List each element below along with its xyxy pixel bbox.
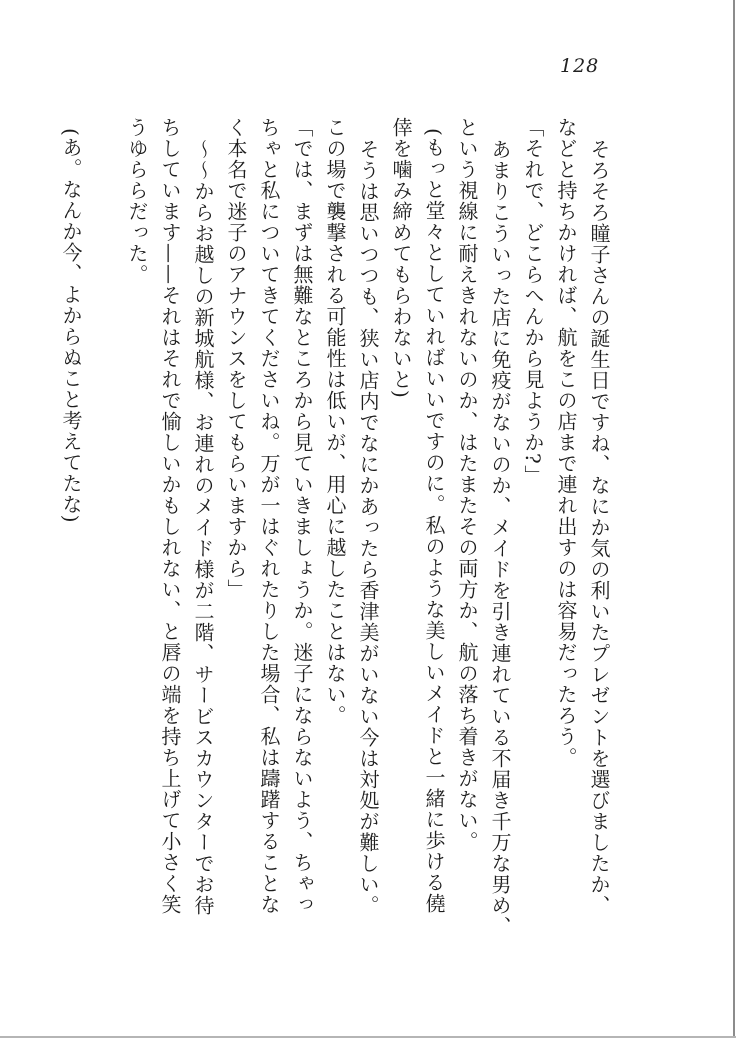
- text-line: などと持ちかければ、航をこの店まで連れ出すのは容易だったろう。: [554, 117, 578, 768]
- text-line: (もっと堂々としていればいいですのに。私のような美しいメイドと一緒に歩ける僥: [422, 128, 446, 914]
- text-line: 「では、まずは無難なところから見ていきましょうか。迷子にならないよう、ちゃっ: [290, 117, 314, 915]
- text-line: そうは思いつつも、狭い店内でなにかあったら香津美がいない今は対処が難しい。: [356, 139, 380, 916]
- text-line: 倖を噛み締めてもらわないと): [389, 117, 413, 399]
- text-line: 「それで、どこらへんから見ようか?」: [521, 117, 545, 486]
- body-text: [54, 117, 615, 951]
- blank-line: [87, 117, 120, 951]
- text-line: ちゃと私についてきてくださいね。万が一はぐれたりした場合、私は躊躇することな: [257, 117, 281, 915]
- text-line: あまりこういった店に免疫がないのか、メイドを引き連れている不届き千万な男め、: [488, 139, 512, 937]
- text-line: (あ。なんか今、よからぬこと考えてたな): [59, 128, 83, 524]
- text-line: うゆららだった。: [125, 117, 149, 285]
- text-line: そろそろ瞳子さんの誕生日ですね、なにか気の利いたプレゼントを選びましたか、: [587, 139, 611, 916]
- text-line: ちしています——それはそれで愉しいかもしれない、と唇の端を持ち上げて小さく笑: [158, 117, 182, 915]
- page-number: 128: [560, 55, 600, 77]
- text-line: という視線に耐えきれないのか、はたまたその両方か、航の落ち着きがない。: [455, 117, 479, 852]
- text-line: 〜〜からお越しの新城航様、お連れのメイド様が二階、サービスカウンターでお待: [191, 139, 215, 916]
- page-edge-right-line: [733, 0, 735, 1038]
- text-line: この場で襲撃される可能性は低いが、用心に越したことはない。: [323, 117, 347, 726]
- text-line: く本名で迷子のアナウンスをしてもらいますから」: [224, 117, 248, 600]
